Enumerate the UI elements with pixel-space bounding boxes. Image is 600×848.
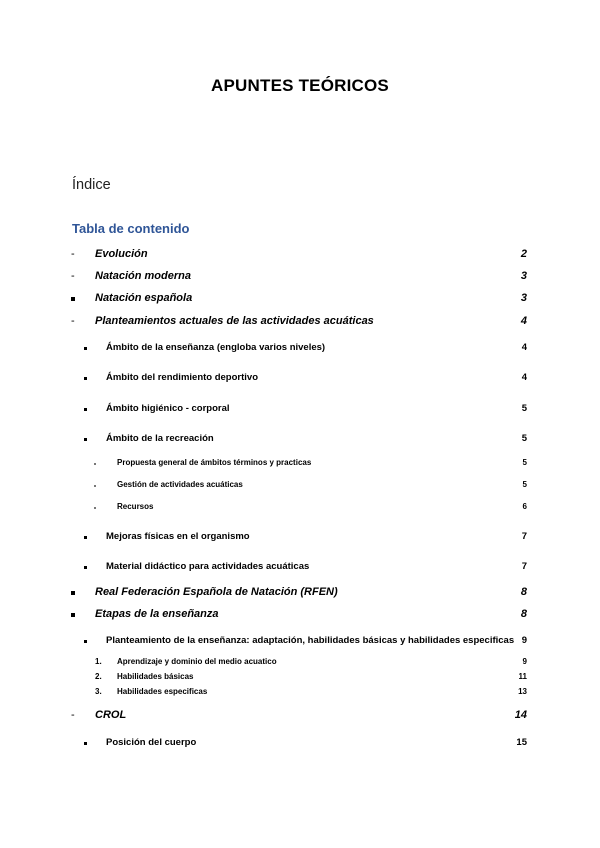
square-bullet-icon — [71, 586, 75, 598]
square-bullet-icon — [84, 635, 87, 646]
toc-entry-page: 15 — [516, 737, 527, 748]
toc-entry-label: CROL — [95, 709, 127, 721]
toc-entry-page: 5 — [522, 458, 527, 467]
toc-marker: 2. — [95, 672, 102, 681]
toc-entry-label: Habilidades especificas — [117, 687, 208, 696]
toc-heading: Tabla de contenido — [72, 221, 190, 236]
document-title: APUNTES TEÓRICOS — [211, 76, 389, 95]
toc-entry-page: 5 — [521, 403, 527, 414]
toc-entry-page: 13 — [518, 687, 527, 696]
toc-entry-page: 9 — [521, 635, 527, 646]
toc-entry-page: 2 — [520, 248, 527, 260]
toc-entry-crol[interactable] — [0, 709, 600, 725]
dot-bullet-icon — [94, 458, 96, 467]
square-bullet-icon — [84, 561, 87, 572]
square-bullet-icon — [84, 372, 87, 383]
square-bullet-icon — [71, 292, 75, 304]
toc-entry-label: Planteamiento de la enseñanza: adaptación, habilidades básicas y habilidades especificas — [106, 635, 515, 646]
dot-bullet-icon — [94, 480, 96, 489]
square-bullet-icon — [84, 403, 87, 414]
square-bullet-icon — [84, 433, 87, 444]
toc-entry-label: Material didáctico para actividades acuáticas — [106, 561, 310, 572]
toc-entry-page: 5 — [522, 480, 527, 489]
toc-entry-planteamiento-ensenanza[interactable] — [0, 635, 600, 651]
toc-entry-page: 8 — [520, 586, 527, 598]
toc-entry-habilidades-especificas[interactable] — [0, 687, 600, 703]
toc-marker: - — [71, 315, 75, 327]
toc-entry-gestion-actividades[interactable] — [0, 480, 600, 496]
toc-entry-page: 3 — [520, 270, 527, 282]
toc-entry-aprendizaje[interactable] — [0, 657, 600, 673]
toc-entry-posicion-cuerpo[interactable] — [0, 737, 600, 753]
toc-entry-page: 8 — [520, 608, 527, 620]
toc-entry-label: Etapas de la enseñanza — [95, 608, 219, 620]
toc-entry-label: Posición del cuerpo — [106, 737, 197, 748]
toc-entry-label: Real Federación Española de Natación (RFEN) — [95, 586, 338, 598]
square-bullet-icon — [71, 608, 75, 620]
square-bullet-icon — [84, 737, 87, 748]
toc-entry-page: 14 — [514, 709, 527, 721]
toc-entry-page: 4 — [521, 342, 527, 353]
toc-entry-label: Evolución — [95, 248, 148, 260]
dot-bullet-icon — [94, 502, 96, 511]
toc-entry-evolucion[interactable] — [0, 248, 600, 264]
toc-entry-etapas-ensenanza[interactable] — [0, 608, 600, 624]
toc-entry-label: Ámbito de la recreación — [106, 433, 214, 444]
toc-entry-rfen[interactable] — [0, 586, 600, 602]
toc-entry-label: Ámbito higiénico - corporal — [106, 403, 230, 414]
toc-entry-label: Habilidades básicas — [117, 672, 194, 681]
toc-entry-label: Ámbito de la enseñanza (engloba varios niveles) — [106, 342, 326, 353]
toc-entry-planteamientos[interactable] — [0, 315, 600, 331]
toc-marker: 1. — [95, 657, 102, 666]
toc-entry-label: Mejoras físicas en el organismo — [106, 531, 250, 542]
toc-entry-natacion-espanola[interactable] — [0, 292, 600, 308]
index-heading: Índice — [72, 177, 111, 193]
toc-marker: - — [71, 248, 75, 260]
toc-entry-label: Aprendizaje y dominio del medio acuatico — [117, 657, 277, 666]
toc-entry-label: Planteamientos actuales de las actividades acuáticas — [95, 315, 374, 327]
toc-entry-ambito-rendimiento[interactable] — [0, 372, 600, 388]
toc-marker: 3. — [95, 687, 102, 696]
toc-entry-label: Ámbito del rendimiento deportivo — [106, 372, 259, 383]
toc-entry-page: 4 — [521, 372, 527, 383]
square-bullet-icon — [84, 342, 87, 353]
toc-entry-label: Propuesta general de ámbitos términos y practicas — [117, 458, 312, 467]
square-bullet-icon — [84, 531, 87, 542]
toc-entry-page: 7 — [521, 561, 527, 572]
toc-marker: - — [71, 709, 75, 721]
toc-entry-label: Natación española — [95, 292, 193, 304]
toc-entry-ambito-recreacion[interactable] — [0, 433, 600, 449]
toc-entry-page: 4 — [520, 315, 527, 327]
toc-entry-page: 7 — [521, 531, 527, 542]
toc-entry-label: Recursos — [117, 502, 154, 511]
toc-entry-ambito-higienico[interactable] — [0, 403, 600, 419]
toc-entry-page: 3 — [520, 292, 527, 304]
toc-entry-page: 11 — [518, 672, 527, 681]
toc-entry-habilidades-basicas[interactable] — [0, 672, 600, 688]
toc-entry-page: 6 — [522, 502, 527, 511]
toc-entry-ambito-ensenanza[interactable] — [0, 342, 600, 358]
toc-entry-material-didactico[interactable] — [0, 561, 600, 577]
toc-entry-label: Natación moderna — [95, 270, 191, 282]
toc-entry-label: Gestión de actividades acuáticas — [117, 480, 243, 489]
toc-marker: - — [71, 270, 75, 282]
toc-entry-mejoras-fisicas[interactable] — [0, 531, 600, 547]
toc-entry-propuesta-general[interactable] — [0, 458, 600, 474]
toc-entry-recursos[interactable] — [0, 502, 600, 518]
toc-entry-natacion-moderna[interactable] — [0, 270, 600, 286]
toc-entry-page: 5 — [521, 433, 527, 444]
toc-entry-page: 9 — [522, 657, 527, 666]
